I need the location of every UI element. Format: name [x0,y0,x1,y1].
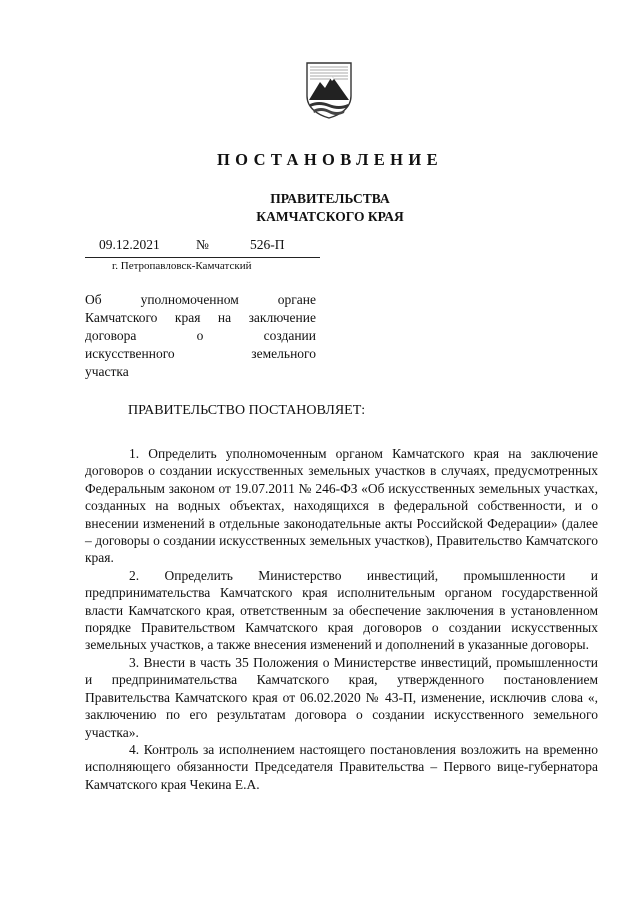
document-subject [85,291,316,381]
registration-number-sign: № [196,237,209,252]
registration-date: 09.12.2021 [99,237,160,252]
subject-line: Камчатского края на заключение [85,310,316,325]
paragraph-2: 2. Определить Министерство инвестиций, промышленности и предпринимательства Камчатского края исполнительным органом государственной власти Камчатского края, ответственным за обеспечение заключения в установленном порядке Правительством Камчатского края договоров о создании искусственных земельных участков, а также внесения изменений и дополнений в указанные договоры. [85,567,598,653]
place-of-issue: г. Петропавловск-Камчатский [112,260,252,272]
document-type-title: ПОСТАНОВЛЕНИЕ [216,150,444,169]
issuer-block [0,190,640,226]
subject-line: договора о создании [85,328,316,343]
paragraph-3: 3. Внести в часть 35 Положения о Министерстве инвестиций, промышленности и предпринимательства Камчатского края, утвержденного постановлением Правительства Камчатского края от 06.02.2020 № 43-П, изменение, исключив слова «, заключению по его результатам договора о создании искусственного земельного участка». [85,654,598,740]
resolves-heading: ПРАВИТЕЛЬСТВО ПОСТАНОВЛЯЕТ: [128,403,366,418]
paragraph-1: 1. Определить уполномоченным органом Камчатского края на заключение договоров о создании искусственных земельных участков в случаях, предусмотренных Федеральным законом от 19.07.2011 № 246-ФЗ «Об искусственных земельных участках, созданных на водных объектах, находящихся в федеральной собственности, и о внесении изменений в отдельные законодательные акты Российской Федерации» (далее – договоры о создании искусственных земельных участков), Правительство Камчатского края. [85,446,598,566]
kamchatka-coat-of-arms-icon [304,60,354,120]
subject-line: искусственного земельного [85,346,316,361]
registration-number: 526-П [250,237,285,252]
subject-line: участка [85,364,129,379]
subject-line: Об уполномоченном органе [85,292,316,307]
issuer-line-1: ПРАВИТЕЛЬСТВА [270,191,390,206]
document-body [85,445,598,793]
registration-underline [85,257,320,258]
paragraph-4: 4. Контроль за исполнением настоящего постановления возложить на временно исполняющего обязанности Председателя Правительства – Первого вице-губернатора Камчатского края Чекина Е.А. [85,741,598,792]
issuer-line-2: КАМЧАТСКОГО КРАЯ [256,209,404,224]
